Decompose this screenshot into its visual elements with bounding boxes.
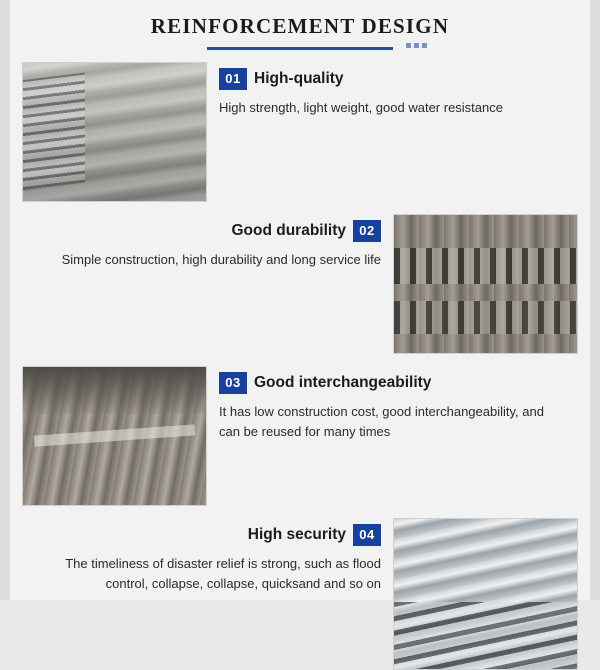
- feature-heading-row-1: [219, 68, 568, 90]
- feature-block-2: [10, 214, 590, 354]
- title-dots-decoration: [406, 43, 427, 48]
- feature-body: The timeliness of disaster relief is strong, such as flood control, collapse, collapse, quicksand and so on: [65, 556, 381, 591]
- feature-heading: Good durability: [231, 222, 346, 239]
- page-title: REINFORCEMENT DESIGN: [150, 14, 450, 38]
- feature-text-4: [22, 518, 393, 593]
- feature-block-4: [10, 518, 590, 670]
- feature-heading: High security: [247, 526, 346, 543]
- title-underline: [207, 47, 393, 50]
- feature-text-1: [207, 62, 578, 118]
- feature-heading-row-2: [32, 220, 381, 242]
- left-frame-bar: [0, 0, 10, 600]
- feature-body: Simple construction, high durability and long service life: [61, 252, 381, 267]
- feature-block-3: [10, 366, 590, 506]
- feature-heading: Good interchangeability: [254, 374, 432, 391]
- feature-number-badge: 03: [219, 372, 247, 394]
- feature-number-badge: 01: [219, 68, 247, 90]
- feature-body: High strength, light weight, good water resistance: [219, 100, 503, 115]
- feature-block-1: [10, 62, 590, 202]
- sheet-pile-profile-photo: [393, 518, 578, 670]
- feature-number-badge: 02: [353, 220, 381, 242]
- feature-heading-row-3: [219, 372, 568, 394]
- sheet-pile-stack-photo: [22, 62, 207, 202]
- feature-heading: High-quality: [254, 70, 344, 87]
- feature-number-badge: 04: [353, 524, 381, 546]
- feature-body: It has low construction cost, good interchangeability, and can be reused for many times: [219, 404, 544, 439]
- sheet-pile-rack-photo: [393, 214, 578, 354]
- feature-text-3: [207, 366, 578, 441]
- right-frame-bar: [590, 0, 600, 600]
- feature-heading-row-4: [32, 524, 381, 546]
- poster-header: [10, 0, 590, 50]
- poster-content: [10, 0, 590, 600]
- sheet-pile-yard-photo: [22, 366, 207, 506]
- feature-text-2: [22, 214, 393, 270]
